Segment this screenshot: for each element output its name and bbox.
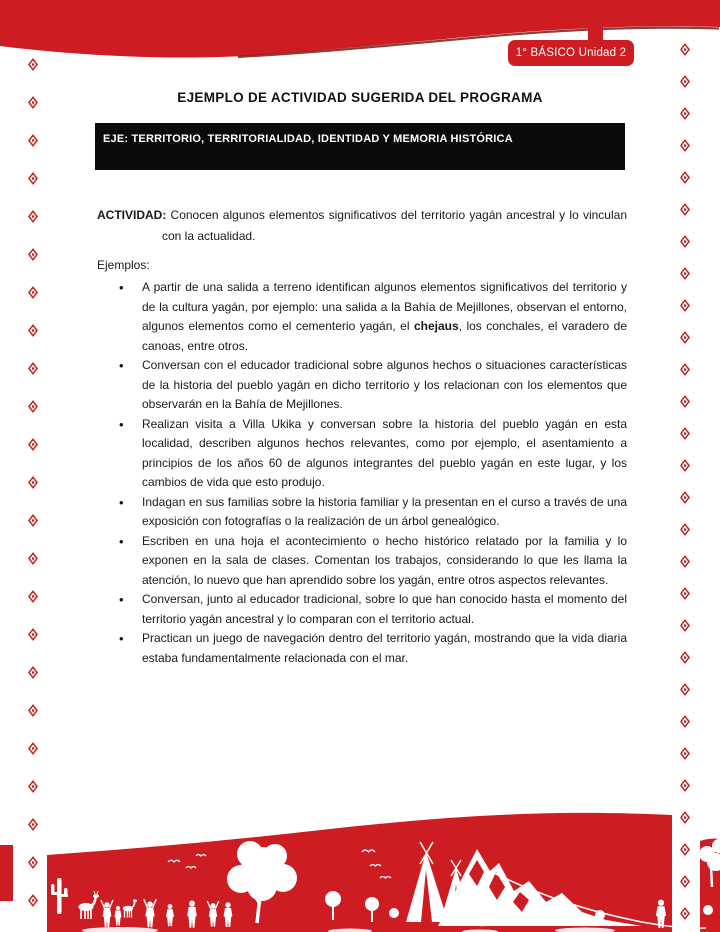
- diamond-ornament-icon: [680, 459, 690, 472]
- examples-label: Ejemplos:: [97, 258, 150, 272]
- footer-left-notch: [0, 845, 13, 901]
- examples-bullet-list: [97, 278, 627, 668]
- list-item: [97, 629, 627, 668]
- list-item: [97, 278, 627, 356]
- diamond-ornament-icon: [680, 619, 690, 632]
- bullet-text: Escriben en una hoja el acontecimiento o hecho histórico relatado por la familia y lo exponen en la sala de clases. Comentan los trabajos, considerando lo que les llama la atención, lo nuevo que han aprendido sobre los yagán, entre otros aspectos relevantes.: [142, 533, 627, 587]
- list-item: [97, 590, 627, 629]
- diamond-ornament-icon: [680, 427, 690, 440]
- diamond-ornament-icon: [28, 324, 38, 337]
- diamond-ornament-icon: [28, 476, 38, 489]
- diamond-ornament-icon: [680, 747, 690, 760]
- diamond-ornament-icon: [28, 552, 38, 565]
- diamond-ornament-icon: [680, 587, 690, 600]
- bullet-text: Indagan en sus familias sobre la historia familiar y la presentan en el curso a través de una exposición con fotografías o la realización de un árbol genealógico.: [142, 494, 627, 528]
- diamond-ornament-icon: [680, 203, 690, 216]
- diamond-ornament-icon: [680, 683, 690, 696]
- ornament-column-left: [28, 58, 38, 907]
- bullet-text: A partir de una salida a terreno identifican algunos elementos significativos del territorio y de la cultura yagán, por ejemplo: una salida a la Bahía de Mejillones, observan el entorno, algunos elementos como el cementerio yagán, el: [142, 280, 627, 333]
- diamond-ornament-icon: [28, 628, 38, 641]
- activity-description: Conocen algunos elementos significativos del territorio yagán ancestral y lo vinculan con la actualidad.: [162, 208, 627, 243]
- diamond-ornament-icon: [680, 75, 690, 88]
- diamond-ornament-icon: [28, 362, 38, 375]
- diamond-ornament-icon: [680, 139, 690, 152]
- diamond-ornament-icon: [680, 331, 690, 344]
- bullet-bold-text: chejaus: [413, 319, 459, 333]
- diamond-ornament-icon: [28, 590, 38, 603]
- diamond-ornament-icon: [680, 299, 690, 312]
- diamond-ornament-icon: [680, 523, 690, 536]
- diamond-ornament-icon: [28, 856, 38, 869]
- diamond-ornament-icon: [28, 172, 38, 185]
- diamond-ornament-icon: [680, 107, 690, 120]
- diamond-ornament-icon: [680, 267, 690, 280]
- unit-badge-label: 1° BÁSICO Unidad 2: [515, 47, 627, 59]
- unit-badge: [508, 40, 634, 66]
- diamond-ornament-icon: [28, 286, 38, 299]
- diamond-ornament-icon: [680, 491, 690, 504]
- diamond-ornament-icon: [28, 438, 38, 451]
- diamond-ornament-icon: [28, 780, 38, 793]
- diamond-ornament-icon: [28, 666, 38, 679]
- footer-illustration: [0, 792, 720, 932]
- diamond-ornament-icon: [28, 96, 38, 109]
- diamond-ornament-icon: [28, 704, 38, 717]
- diamond-ornament-icon: [680, 555, 690, 568]
- diamond-ornament-icon: [680, 811, 690, 824]
- bullet-text: Realizan visita a Villa Ukika y conversan sobre la historia del pueblo yagán en esta localidad, describen algunos hechos relevantes, como por ejemplo, el asentamiento a principios de los años 60 de algunos integrantes del pueblo yagán en este lugar, y los cambios de vida que esto produjo.: [142, 416, 627, 489]
- diamond-ornament-icon: [680, 43, 690, 56]
- list-item: [97, 356, 627, 415]
- diamond-ornament-icon: [680, 843, 690, 856]
- page-title: EJEMPLO DE ACTIVIDAD SUGERIDA DEL PROGRAMA: [177, 90, 543, 105]
- bullet-text: , los conchales, el varadero de canoas, entre otros.: [142, 319, 628, 353]
- diamond-ornament-icon: [680, 715, 690, 728]
- list-item: [97, 415, 627, 493]
- list-item: [97, 532, 627, 591]
- diamond-ornament-icon: [680, 779, 690, 792]
- diamond-ornament-icon: [28, 514, 38, 527]
- diamond-ornament-icon: [28, 894, 38, 907]
- eje-bar-label: EJE: TERRITORIO, TERRITORIALIDAD, IDENTIDAD Y MEMORIA HISTÓRICA: [103, 133, 513, 145]
- diamond-ornament-icon: [28, 210, 38, 223]
- diamond-ornament-icon: [680, 395, 690, 408]
- bush-icon: [389, 908, 399, 918]
- diamond-ornament-icon: [28, 742, 38, 755]
- diamond-ornament-icon: [28, 134, 38, 147]
- activity-label: ACTIVIDAD:: [97, 208, 167, 222]
- diamond-ornament-icon: [680, 907, 690, 920]
- diamond-ornament-icon: [28, 400, 38, 413]
- diamond-ornament-icon: [680, 171, 690, 184]
- diamond-ornament-icon: [680, 235, 690, 248]
- diamond-ornament-icon: [680, 363, 690, 376]
- eje-bar: [95, 123, 625, 170]
- ornament-column-right: [680, 43, 690, 920]
- diamond-ornament-icon: [28, 58, 38, 71]
- diamond-ornament-icon: [680, 875, 690, 888]
- bullet-text: Practican un juego de navegación dentro del territorio yagán, mostrando que la vida diaria estaba fundamentalmente relacionada con el mar.: [142, 631, 627, 665]
- diamond-ornament-icon: [680, 651, 690, 664]
- list-item: [97, 493, 627, 532]
- bullet-text: Conversan con el educador tradicional sobre algunos hechos o situaciones características de la historia del pueblo yagán en dicho territorio y los relacionan con los elementos que observarán en la Bahía de Mejillones.: [142, 358, 627, 411]
- activity-paragraph: [97, 205, 627, 247]
- diamond-ornament-icon: [28, 248, 38, 261]
- bullet-text: Conversan, junto al educador tradicional, sobre lo que han conocido hasta el momento del territorio yagán ancestral y lo comparan con el territorio actual.: [142, 592, 627, 626]
- diamond-ornament-icon: [28, 818, 38, 831]
